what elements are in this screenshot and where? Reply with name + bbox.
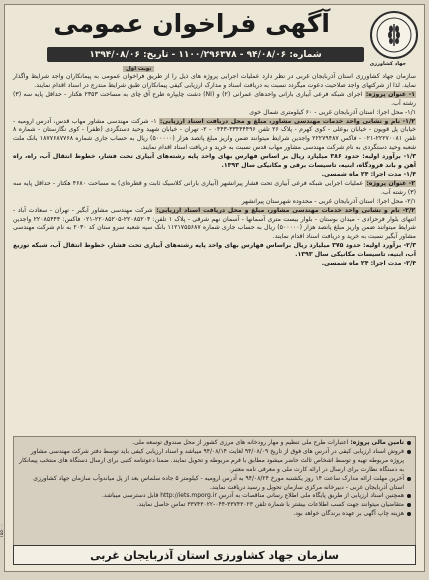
bullet-icon	[407, 441, 411, 445]
note-text[interactable]: همچنین اسناد ارزیابی از طریق پایگاه ملی اطلاع رسانی مناقصات به آدرس http://iets.mporg.ir قابل دسترسی میباشد.	[102, 492, 404, 500]
note-item	[18, 510, 411, 519]
project-1-description: اجرای شبکه فرعی آبیاری بارانی واحدهای عمرانی (۲) و (NI) دشت چایپاره طرح آق چای به مساحت ۲۳۵۳ هکتار - حداقل پایه سه (۳) رشته آب.	[13, 90, 416, 107]
note-text: آخرین مهلت ارائه مدارک ساعت ۱۴ روز یکشنبه مورخ ۹۴/۰۸/۲۴ به آدرس ارومیه - کیلومتر ۵ جاده سلماس بعد از پل میاندوآب سازمان جهاد کشاورزی استان آذربایجان غربی - دبیرخانه مرکزی سازمان تحویل و رسید دریافت نمایند.	[33, 474, 404, 491]
organization-logo	[370, 11, 418, 59]
note-item	[18, 439, 411, 448]
project-2-estimate: ۲/۳- برآورد اولیه: حدود ۳۷۵ میلیارد ریال براساس فهارس بهای واحد پایه رشته‌های آبیاری تحت فشار، خطوط انتقال آب، شبکه توزیع آب، ابنیه، تاسیسات مکانیکی سال ۱۳۹۳.	[13, 242, 416, 259]
project-2-location: ۲/۱- محل اجرا: استان آذربایجان غربی - محدوده شهرستان پیرانشهر	[241, 197, 416, 205]
note-text: متقاضیان میتوانند جهت کسب اطلاعات بیشتر با شماره تلفن ۳۳۷۴۳۰۲۳-۰۴۴-۳۳۷۴۳۰۲۲ تماس حاصل نمایند.	[136, 501, 404, 509]
note-label: تامین مالی پروژه:	[350, 439, 404, 446]
project-2-consultant	[13, 207, 416, 243]
page-title	[53, 9, 330, 38]
project-1-location: ۱/۱- محل اجرا: استان آذربایجان غربی - ۶۰ کیلومتری شمال خوی	[249, 108, 416, 116]
project-1-consultant-text: ۱- شرکت مهندسی مشاور مهاب قدس، آدرس ارومیه - خیابان پل قویون - خیابان بوعلی - کوی کهرم - پلاک ۲۶ تلفن ۳۳۴۴۴۴۹۶-۰۴۴۳ - ۲- تهران - خیابان شهید وحید دستگردی (ظفر) - کوی نگارستان - شماره ۸ تلفن ۲۲۲۷۰۰۸۱-۰۲۱ - فاکس ۲۲۲۷۹۴۸۷ واجدین شرایط میتوانند ضمن واریز مبلغ پانصد هزار (۵۰۰۰۰۰) ریال به حساب جاری شماره ۱۸۷۷۶۸۷۷۶۸ بانک ملت شعبه وحید دستگردی به نام شرکت مهندسی مشاور مهاب قدس نسبت به خرید و دریافت اسناد اقدام نمایند.	[13, 117, 417, 152]
logo-caption: جهاد کشاورزی	[369, 61, 406, 67]
title-text: آگهی فراخوان عمومی	[53, 9, 330, 38]
header	[9, 9, 420, 67]
project-2-consultant-text: شرکت مهندسی مشاور آبگیر - تهران - سعادت آباد - انتهای بلوار فرحزادی - میدان بوستان - بلوار بیست متری آسمانها - آسمان نهم شرقی - پلاک ۱ تلفن: ۲۲۰۸۵۲۰۴-۲۲۰۸۵۲۰۵-۰۲۱ فاکس: ۲۲۰۸۵۴۴۴ واجدین شرایط میتوانند ضمن واریز مبلغ پانصد هزار (۵۰۰۰۰۰) ریال به حساب جاری شماره ۱۱۲۱۷۵۵۶۸۷ بانک سپه شعبه سرو ستان کد ۲۰۳۰ به نام شرکت مهندسی مشاور آبگیر نسبت به خرید و دریافت اسناد اقدام نمایند.	[13, 206, 417, 241]
reference-bar: شماره: ۹۴/۰۸/۰۶ - ۱۱۰۰/۲۹۶۳۷۸ - تاریخ: ۱۳۹۴/۰۸/۰۶	[47, 47, 364, 62]
project-2-consultant-heading: ۲/۲- نام و نشانی واحد خدمات مهندسی مشاور، مبلغ و محل دریافت اسناد ارزیابی:	[156, 206, 415, 214]
project-2-description: عملیات اجرایی شبکه فرعی آبیاری تحت فشار پیرانشهر (آبیاری بارانی کلاسیک ثابت و قطره‌ای) به مساحت ۴۶۸۰ هکتار - حداقل پایه سه (۳) رشته آب.	[13, 179, 416, 196]
project-2-title	[13, 180, 416, 198]
bullet-icon	[407, 503, 411, 507]
bullet-icon	[407, 450, 411, 454]
bullet-icon	[407, 494, 411, 498]
project-1-heading: ۱- عنوان پروژه:	[365, 90, 415, 98]
project-2-heading: ۲- عنوان پروژه:	[366, 179, 416, 187]
intro-paragraph: سازمان جهاد کشاورزی استان آذربایجان غربی در نظر دارد عملیات اجرایی پروژه های ذیل را از طریق فراخوان عمومی به پیمانکاران واجد شرایط واگذار نماید. لذا از شرکتهای واجد صلاحیت دعوت میگردد نسبت به دریافت اسناد و مدارک ارزیابی کیفی پیمانکاران طبق شرایط مندرج در اسناد اقدام نمایند.	[13, 73, 416, 89]
publication-stamp: نوبت اول	[123, 66, 154, 72]
bullet-icon	[407, 512, 411, 516]
bullet-icon	[407, 477, 411, 481]
note-text: فروش اسناد ارزیابی کیفی در آدرس های فوق از تاریخ ۹۴/۰۸/۰۹ لغایت ۹۴/۰۸/۱۴ میباشد و اسناد ارزیابی کیفی باید توسط دفتر شرکت مهندسی مشاور پروژه مربوطه تهیه و توسط اشخاص ثالث حاضر میشود مطابق با فرم مربوطه و تحویل نمایند. ضمنا دعوتنامه کتبی برای ارسال دستگاه های منتخب پیمانکار به دستگاه نظارت برای ارسال در ارائه کارت ملی و معرفی نامه معتبر.	[19, 447, 404, 473]
project-2-duration: ۲/۴- مدت اجرا: ۲۴ ماه شمسی.	[321, 260, 416, 268]
footer-organization: سازمان جهاد کشاورزی استان آذربایجان غربی	[13, 545, 416, 565]
project-1-title	[13, 91, 416, 109]
note-item	[18, 475, 411, 493]
note-text	[132, 439, 404, 448]
note-body: اعتبارات طرح ملی تنظیم و مهار رودخانه های مرزی کشور از محل صندوق توسعه ملی.	[132, 439, 349, 446]
note-text: هزینه چاپ آگهی بر عهده برندگان خواهد بود.	[293, 510, 404, 518]
project-1-consultant-heading: ۱/۲- نام و نشانی واحد خدمات مهندسی مشاور، مبلغ و محل دریافت اسناد ارزیابی:	[159, 117, 415, 125]
project-1-consultant	[13, 118, 416, 154]
note-item	[18, 448, 411, 475]
notes-box	[13, 436, 416, 546]
note-item	[18, 492, 411, 501]
side-code: ۱۵۵۰۰۰	[0, 523, 5, 538]
announcement-page	[4, 4, 425, 572]
announcement-body	[13, 73, 416, 269]
project-1-duration: ۱/۴- مدت اجرا: ۲۴ ماه شمسی.	[321, 170, 416, 178]
wheat-emblem-icon	[375, 16, 413, 54]
note-item	[18, 501, 411, 510]
project-1-estimate: ۱/۳- برآورد اولیه: حدود ۳۸۶ میلیارد ریال بر اساس فهارس بهای واحد پایه رشته‌های آبیاری تحت فشار، خطوط انتقال آب، راه، راه آهن و باند فرودگاه، ابنیه، تاسیسات برقی و مکانیکی سال ۱۳۹۳.	[13, 153, 416, 170]
